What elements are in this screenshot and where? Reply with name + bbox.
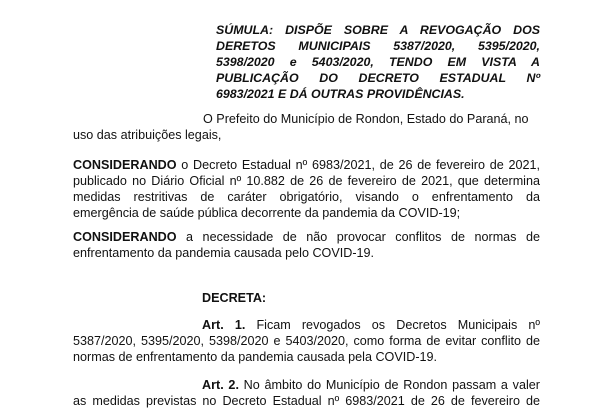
paragraph-line: enfrentamento da pandemia causada pelo COVID-19. xyxy=(73,246,375,260)
paragraph-line: emergência de saúde pública decorrente da pandemia da COVID-19; xyxy=(73,206,461,220)
article-2 xyxy=(73,377,540,409)
paragraph-line: publicado no Diário Oficial nº 10.882 de 26 de fevereiro de 2021, que determina xyxy=(73,174,540,188)
sumula-line: 5398/2020 e 5403/2020, TENDO EM VISTA A xyxy=(216,55,540,69)
sumula-line: 6983/2021 E DÁ OUTRAS PROVIDÊNCIAS. xyxy=(216,87,465,101)
paragraph-text: o Decreto Estadual nº 6983/2021, de 26 de fevereiro de 2021, xyxy=(176,158,540,172)
sumula-line: DERETOS MUNICIPAIS 5387/2020, 5395/2020, xyxy=(216,39,540,53)
article-text: Ficam revogados os Decretos Municipais nº xyxy=(245,318,540,332)
sumula-line: SÚMULA: DISPÕE SOBRE A REVOGAÇÃO DOS xyxy=(216,23,540,37)
article-text: No âmbito do Município de Rondon passam a valer xyxy=(238,378,540,392)
preamble-line: uso das atribuições legais, xyxy=(73,128,222,142)
paragraph-text: a necessidade de não provocar conflitos de normas de xyxy=(176,230,540,244)
paragraph-first-line xyxy=(73,229,540,245)
considerando-keyword: CONSIDERANDO xyxy=(73,158,177,172)
considerando-keyword: CONSIDERANDO xyxy=(73,230,177,244)
article-line: normas de enfrentamento da pandemia causada pela COVID-19. xyxy=(73,350,438,364)
considerando-paragraph xyxy=(73,229,540,261)
sumula-line: PUBLICAÇÃO DO DECRETO ESTADUAL Nº xyxy=(216,71,540,85)
paragraph-first-line xyxy=(73,157,540,173)
article-first-line xyxy=(73,377,540,393)
article-first-line xyxy=(73,317,540,333)
article-label: Art. 2. xyxy=(202,378,239,392)
decreta-heading: DECRETA: xyxy=(202,291,267,305)
considerando-paragraph xyxy=(73,157,540,221)
article-1 xyxy=(73,317,540,365)
article-line: as medidas previstas no Decreto Estadual nº 6983/2021 de 26 de fevereiro de xyxy=(73,394,540,408)
article-line: 5387/2020, 5395/2020, 5398/2020 e 5403/2020, como forma de evitar conflito de xyxy=(73,334,540,348)
paragraph-line: medidas restritivas de caráter obrigatório, visando o enfrentamento da xyxy=(73,190,540,204)
article-label: Art. 1. xyxy=(202,318,246,332)
sumula-block xyxy=(216,22,540,102)
preamble-line: O Prefeito do Município de Rondon, Estado do Paraná, no xyxy=(203,112,529,126)
